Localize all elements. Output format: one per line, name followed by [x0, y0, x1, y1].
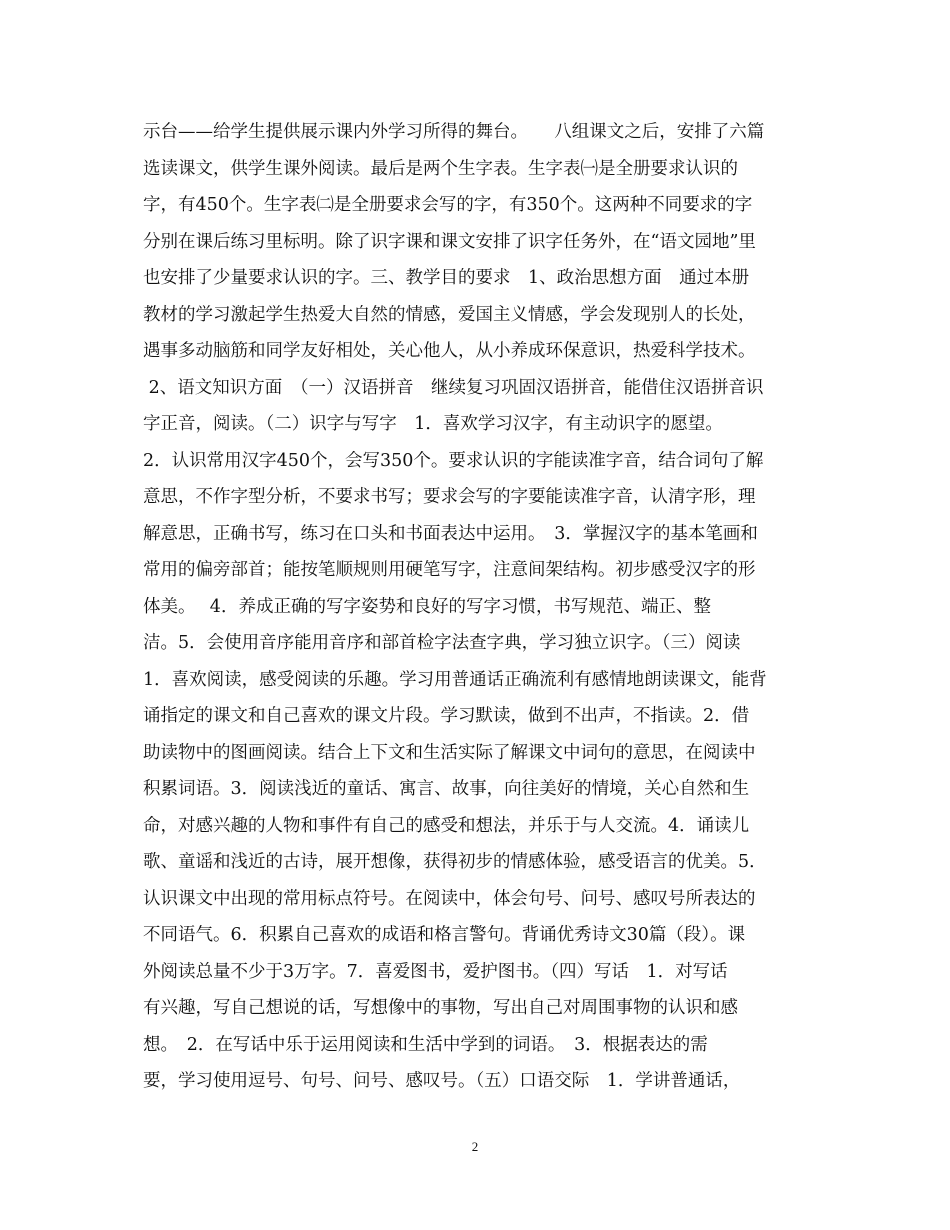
- text-line: 洁。5．会使用音序能用音序和部首检字法查字典，学习独立识字。（三）阅读: [143, 633, 741, 653]
- text-line: 体美。 4．养成正确的写字姿势和良好的写字习惯，书写规范、端正、整: [143, 596, 711, 617]
- text-line: 想。 2．在写话中乐于运用阅读和生活中学到的词语。 3．根据表达的需: [143, 1034, 708, 1055]
- text-line: 1．喜欢阅读，感受阅读的乐趣。学习用普通话正确流利有感情地朗读课文，能背: [143, 669, 767, 690]
- text-line: 诵指定的课文和自己喜欢的课文片段。学习默读，做到不出声，不指读。2．借: [143, 706, 750, 726]
- text-line: 常用的偏旁部首；能按笔顺规则用硬笔写字，注意间架结构。初步感受汉字的形: [143, 560, 756, 580]
- text-line: 要，学习使用逗号、句号、问号、感叹号。（五）口语交际 1．学讲普通话，: [143, 1071, 741, 1091]
- text-line: 遇事多动脑筋和同学友好相处，关心他人，从小养成环保意识，热爱科学技术。: [143, 341, 756, 361]
- text-line: 歌、童谣和浅近的古诗，展开想像，获得初步的情感体验，感受语言的优美。5．: [143, 852, 767, 872]
- text-line: 不同语气。6．积累自己喜欢的成语和格言警句。背诵优秀诗文30篇（段）。课: [143, 925, 746, 945]
- text-line: 意思，不作字型分析，不要求书写；要求会写的字要能读准字音，认清字形，理: [143, 487, 756, 507]
- text-line: 认识课文中出现的常用标点符号。在阅读中，体会句号、问号、感叹号所表达的: [143, 888, 756, 909]
- text-line: 教材的学习激起学生热爱大自然的情感，爱国主义情感，学会发现别人的长处，: [143, 304, 756, 325]
- text-line: 助读物中的图画阅读。结合上下文和生活实际了解课文中词句的意思，在阅读中: [143, 742, 756, 763]
- text-line: 有兴趣，写自己想说的话，写想像中的事物，写出自己对周围事物的认识和感: [143, 998, 738, 1018]
- text-line: 命，对感兴趣的人物和事件有自己的感受和想法，并乐于与人交流。4．诵读儿: [143, 815, 750, 836]
- page-number: 2: [471, 1139, 479, 1154]
- text-line: 字，有450个。生字表㈡是全册要求会写的字，有350个。这两种不同要求的字: [143, 195, 753, 215]
- text-line: 分别在课后练习里标明。除了识字课和课文安排了识字任务外，在“语文园地”里: [143, 231, 756, 252]
- text-line: 也安排了少量要求认识的字。三、教学目的要求 1、政治思想方面 通过本册: [143, 268, 750, 288]
- text-line: 外阅读总量不少于3万字。7．喜爱图书，爱护图书。（四）写话 1．对写话: [143, 961, 728, 982]
- text-line: 示台——给学生提供展示课内外学习所得的舞台。 八组课文之后，安排了六篇: [143, 122, 765, 142]
- text-line: 选读课文，供学生课外阅读。最后是两个生字表。生字表㈠是全册要求认识的: [143, 158, 738, 179]
- text-line: 积累词语。3．阅读浅近的童话、寓言、故事，向往美好的情境，关心自然和生: [143, 779, 750, 799]
- text-line: 解意思，正确书写，练习在口头和书面表达中运用。 3．掌握汉字的基本笔画和: [143, 523, 758, 544]
- text-line: 2、语文知识方面 （一）汉语拼音 继续复习巩固汉语拼音，能借住汉语拼音识: [143, 377, 764, 398]
- text-line: 2．认识常用汉字450个，会写350个。要求认识的字能读准字音，结合词句了解: [143, 450, 764, 471]
- text-line: 字正音，阅读。（二）识字与写字 1．喜欢学习汉字，有主动识字的愿望。: [143, 414, 723, 434]
- body-text: [143, 114, 813, 1100]
